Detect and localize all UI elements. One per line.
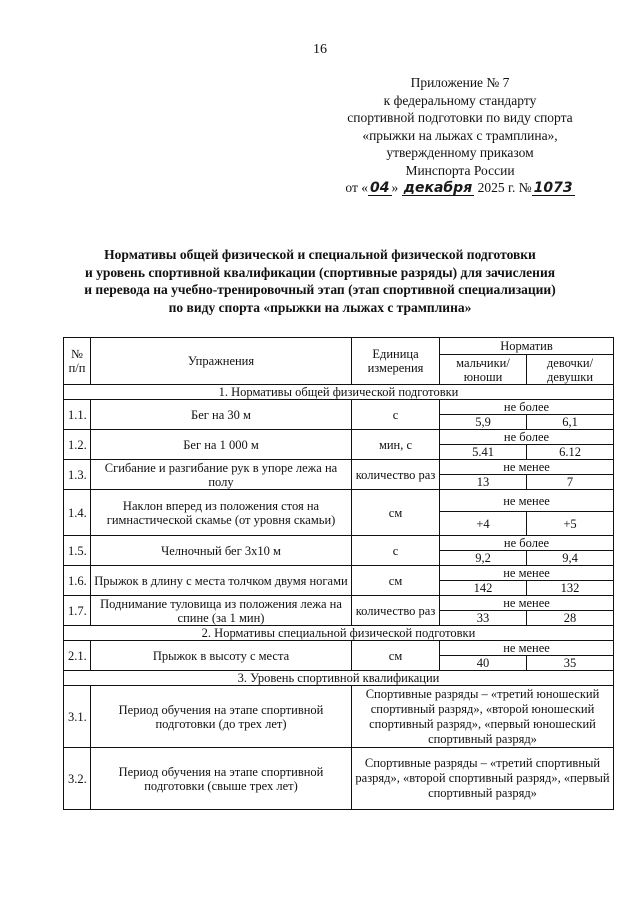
row-condition: не менее [440,641,614,656]
row-exercise: Поднимание туловища из положения лежа на спине (за 1 мин) [91,596,352,626]
row-boys: 5.41 [440,445,527,460]
table-row [64,490,614,512]
order-mid: » [391,180,399,195]
title-line: Нормативы общей физической и специальной физической подготовки [104,247,536,262]
header-exercise: Упражнения [91,338,352,385]
row-num: 3.1. [64,686,91,748]
row-boys: 142 [440,581,527,596]
row-boys: 40 [440,656,527,671]
order-day-handwritten: 04 [370,180,390,196]
row-exercise: Сгибание и разгибание рук в упоре лежа на полу [91,460,352,490]
title-line: и уровень спортивной квалификации (спортивные разряды) для зачисления [84,264,556,280]
order-year: 2025 г. № [477,180,532,195]
section-title: 3. Уровень спортивной квалификации [64,671,614,686]
section-row [64,385,614,400]
table-row [64,641,614,656]
row-unit: количество раз [352,596,440,626]
appendix-line: утвержденному приказом [386,145,534,160]
header-norm: Норматив [440,338,614,355]
row-boys: +4 [440,512,527,536]
row-condition: не менее [440,566,614,581]
row-girls: +5 [527,512,614,536]
row-exercise: Бег на 30 м [91,400,352,430]
row-girls: 7 [527,475,614,490]
row-num: 1.6. [64,566,91,596]
table-row [64,596,614,611]
document-title [40,246,600,316]
qualification-value: Спортивные разряды – «третий юношеский спортивный разряд», «второй юношеский спортивный разряд», «первый юношеский спортивный разряд» [352,686,614,748]
title-line: по виду спорта «прыжки на лыжах с трамплина» [168,299,472,315]
header-boys: мальчики/ юноши [440,355,527,385]
qualification-row [64,748,614,810]
row-condition: не менее [440,460,614,475]
table-row [64,536,614,551]
row-num: 1.5. [64,536,91,566]
row-unit: мин, с [352,430,440,460]
appendix-line: к федеральному стандарту [383,92,537,108]
section-title: 1. Нормативы общей физической подготовки [64,385,614,400]
row-girls: 35 [527,656,614,671]
row-boys: 13 [440,475,527,490]
order-month-handwritten: декабря [403,180,473,196]
header-num: № п/п [64,338,91,385]
row-girls: 132 [527,581,614,596]
row-unit: с [352,536,440,566]
row-unit: см [352,490,440,536]
row-num: 2.1. [64,641,91,671]
row-num: 1.3. [64,460,91,490]
row-exercise: Прыжок в длину с места толчком двумя ногами [91,566,352,596]
page-number: 16 [313,42,327,57]
row-num: 1.2. [64,430,91,460]
row-num: 3.2. [64,748,91,810]
norms-table [63,337,614,810]
row-condition: не менее [440,596,614,611]
appendix-line: Приложение № 7 [410,75,510,90]
row-exercise: Период обучения на этапе спортивной подготовки (свыше трех лет) [91,748,352,810]
appendix-line: спортивной подготовки по виду спорта [347,110,573,125]
row-exercise: Наклон вперед из положения стоя на гимнастической скамье (от уровня скамьи) [91,490,352,536]
row-girls: 6,1 [527,415,614,430]
order-number-handwritten: 1073 [533,180,573,196]
row-boys: 5,9 [440,415,527,430]
row-girls: 9,4 [527,551,614,566]
order-line [340,179,580,197]
row-num: 1.4. [64,490,91,536]
title-line: и перевода на учебно-тренировочный этап (этап спортивной специализации) [84,282,556,297]
row-unit: см [352,641,440,671]
row-condition: не менее [440,490,614,512]
table-row [64,400,614,415]
row-exercise: Прыжок в высоту с места [91,641,352,671]
order-prefix: от « [345,180,369,195]
row-num: 1.7. [64,596,91,626]
appendix-block [340,74,580,197]
header-unit: Единица измерения [352,338,440,385]
section-row [64,671,614,686]
row-girls: 28 [527,611,614,626]
table-row [64,460,614,475]
row-condition: не более [440,536,614,551]
row-condition: не более [440,400,614,415]
table-header-row [64,338,614,355]
row-girls: 6.12 [527,445,614,460]
section-row [64,626,614,641]
appendix-line: «прыжки на лыжах с трамплина», [362,127,558,143]
section-title: 2. Нормативы специальной физической подготовки [64,626,614,641]
row-condition: не более [440,430,614,445]
row-unit: количество раз [352,460,440,490]
row-boys: 33 [440,611,527,626]
row-unit: с [352,400,440,430]
row-exercise: Бег на 1 000 м [91,430,352,460]
table-row [64,430,614,445]
table-row [64,566,614,581]
row-num: 1.1. [64,400,91,430]
row-exercise: Челночный бег 3х10 м [91,536,352,566]
header-girls: девочки/ девушки [527,355,614,385]
appendix-line: Минспорта России [405,162,515,178]
qualification-row [64,686,614,748]
row-boys: 9,2 [440,551,527,566]
row-unit: см [352,566,440,596]
row-exercise: Период обучения на этапе спортивной подготовки (до трех лет) [91,686,352,748]
qualification-value: Спортивные разряды – «третий спортивный разряд», «второй спортивный разряд», «первый спортивный разряд» [352,748,614,810]
